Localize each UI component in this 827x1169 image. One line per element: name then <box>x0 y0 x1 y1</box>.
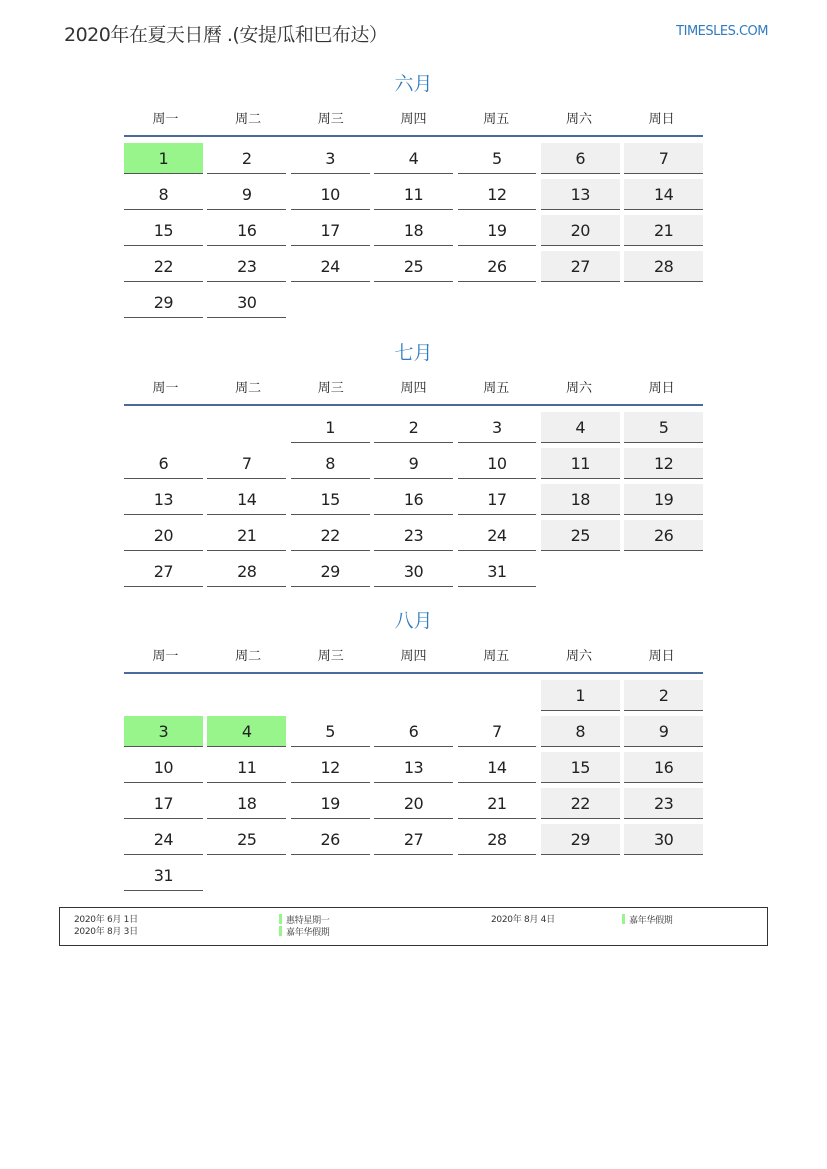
day-cell: 5 <box>458 143 537 174</box>
day-cell: 19 <box>291 788 370 819</box>
day-cell: 4 <box>541 412 620 443</box>
empty-day-cell <box>374 860 453 891</box>
day-cell: 19 <box>458 215 537 246</box>
day-cell: 25 <box>541 520 620 551</box>
legend-holiday-name: 惠特星期一 <box>286 916 330 926</box>
week-row <box>124 752 703 788</box>
day-cell: 21 <box>207 520 286 551</box>
day-cell: 23 <box>374 520 453 551</box>
day-cell: 16 <box>624 752 703 783</box>
empty-day-cell <box>624 556 703 587</box>
day-cell: 9 <box>374 448 453 479</box>
day-cell: 31 <box>124 860 203 891</box>
day-cell: 20 <box>374 788 453 819</box>
day-cell: 2 <box>624 680 703 711</box>
weekday-label: 周二 <box>235 648 262 664</box>
day-cell: 6 <box>124 448 203 479</box>
weekday-label: 周二 <box>235 111 262 127</box>
day-cell: 14 <box>458 752 537 783</box>
week-row <box>124 860 703 896</box>
weekday-label: 周日 <box>648 111 675 127</box>
day-cell: 28 <box>624 251 703 282</box>
week-row <box>124 143 703 179</box>
weekday-label: 周五 <box>483 648 510 664</box>
day-cell: 30 <box>624 824 703 855</box>
day-cell: 24 <box>458 520 537 551</box>
day-cell: 3 <box>458 412 537 443</box>
day-cell: 9 <box>207 179 286 210</box>
day-cell: 14 <box>207 484 286 515</box>
day-cell: 13 <box>374 752 453 783</box>
day-cell: 15 <box>541 752 620 783</box>
week-row <box>124 824 703 860</box>
legend-holiday <box>279 926 330 939</box>
day-cell: 22 <box>291 520 370 551</box>
empty-day-cell <box>374 680 453 711</box>
day-cell: 18 <box>207 788 286 819</box>
holiday-legend <box>59 907 768 946</box>
day-cell: 13 <box>541 179 620 210</box>
month-calendar <box>124 69 703 323</box>
empty-day-cell <box>624 860 703 891</box>
day-cell: 15 <box>124 215 203 246</box>
day-cell: 18 <box>374 215 453 246</box>
day-cell: 27 <box>541 251 620 282</box>
day-cell: 21 <box>458 788 537 819</box>
day-cell: 28 <box>458 824 537 855</box>
day-cell: 13 <box>124 484 203 515</box>
empty-day-cell <box>541 860 620 891</box>
day-cell: 19 <box>624 484 703 515</box>
day-cell: 29 <box>291 556 370 587</box>
day-cell: 30 <box>374 556 453 587</box>
day-cell: 11 <box>207 752 286 783</box>
day-cell: 10 <box>124 752 203 783</box>
day-cell: 25 <box>207 824 286 855</box>
empty-day-cell <box>458 287 537 318</box>
day-cell: 26 <box>291 824 370 855</box>
day-cell: 7 <box>624 143 703 174</box>
day-cell: 3 <box>124 716 203 747</box>
day-cell: 18 <box>541 484 620 515</box>
day-grid <box>124 137 703 323</box>
day-cell: 30 <box>207 287 286 318</box>
day-cell: 8 <box>124 179 203 210</box>
day-cell: 6 <box>374 716 453 747</box>
empty-day-cell <box>124 680 203 711</box>
week-row <box>124 484 703 520</box>
day-cell: 21 <box>624 215 703 246</box>
empty-day-cell <box>207 860 286 891</box>
day-cell: 11 <box>374 179 453 210</box>
month-title: 八月 <box>394 610 433 632</box>
day-cell: 8 <box>541 716 620 747</box>
weekday-label: 周四 <box>400 648 427 664</box>
day-cell: 26 <box>624 520 703 551</box>
day-cell: 31 <box>458 556 537 587</box>
day-cell: 2 <box>374 412 453 443</box>
day-cell: 4 <box>374 143 453 174</box>
weekday-label: 周一 <box>152 111 179 127</box>
empty-day-cell <box>207 412 286 443</box>
day-cell: 16 <box>207 215 286 246</box>
month-calendar <box>124 606 703 896</box>
legend-date: 2020年 8月 3日 <box>74 927 138 937</box>
weekday-header <box>124 99 703 137</box>
weekday-label: 周四 <box>400 380 427 396</box>
week-row <box>124 556 703 592</box>
day-grid <box>124 406 703 592</box>
day-cell: 12 <box>624 448 703 479</box>
day-cell: 16 <box>374 484 453 515</box>
day-cell: 8 <box>291 448 370 479</box>
day-cell: 24 <box>291 251 370 282</box>
day-cell: 10 <box>458 448 537 479</box>
day-cell: 17 <box>124 788 203 819</box>
holiday-color-marker <box>622 914 625 924</box>
empty-day-cell <box>541 556 620 587</box>
day-cell: 28 <box>207 556 286 587</box>
legend-holiday <box>622 914 673 927</box>
empty-day-cell <box>291 860 370 891</box>
day-cell: 7 <box>458 716 537 747</box>
holiday-color-marker <box>279 914 282 924</box>
weekday-label: 周四 <box>400 111 427 127</box>
empty-day-cell <box>541 287 620 318</box>
day-cell: 23 <box>207 251 286 282</box>
weekday-label: 周二 <box>235 380 262 396</box>
weekday-label: 周日 <box>648 648 675 664</box>
day-grid <box>124 674 703 896</box>
empty-day-cell <box>458 860 537 891</box>
legend-holiday-name: 嘉年华假期 <box>286 928 330 938</box>
page-title: 2020年在夏天日曆 .(安提瓜和巴布达） <box>64 24 388 46</box>
legend-date: 2020年 6月 1日 <box>74 915 138 925</box>
day-cell: 4 <box>207 716 286 747</box>
day-cell: 3 <box>291 143 370 174</box>
weekday-label: 周六 <box>565 648 592 664</box>
day-cell: 24 <box>124 824 203 855</box>
day-cell: 1 <box>124 143 203 174</box>
day-cell: 22 <box>541 788 620 819</box>
week-row <box>124 520 703 556</box>
legend-holiday-name: 嘉年华假期 <box>629 916 673 926</box>
day-cell: 5 <box>624 412 703 443</box>
week-row <box>124 788 703 824</box>
week-row <box>124 448 703 484</box>
day-cell: 15 <box>291 484 370 515</box>
week-row <box>124 251 703 287</box>
day-cell: 17 <box>291 215 370 246</box>
day-cell: 11 <box>541 448 620 479</box>
month-title: 六月 <box>394 73 433 95</box>
week-row <box>124 287 703 323</box>
day-cell: 12 <box>458 179 537 210</box>
day-cell: 2 <box>207 143 286 174</box>
empty-day-cell <box>374 287 453 318</box>
day-cell: 5 <box>291 716 370 747</box>
weekday-label: 周一 <box>152 380 179 396</box>
legend-date: 2020年 8月 4日 <box>491 915 555 925</box>
holiday-color-marker <box>279 926 282 936</box>
day-cell: 14 <box>624 179 703 210</box>
weekday-label: 周六 <box>565 111 592 127</box>
day-cell: 12 <box>291 752 370 783</box>
weekday-label: 周三 <box>317 111 344 127</box>
week-row <box>124 179 703 215</box>
day-cell: 29 <box>124 287 203 318</box>
month-calendar <box>124 338 703 592</box>
empty-day-cell <box>291 287 370 318</box>
day-cell: 7 <box>207 448 286 479</box>
day-cell: 27 <box>124 556 203 587</box>
empty-day-cell <box>458 680 537 711</box>
weekday-label: 周日 <box>648 380 675 396</box>
weekday-label: 周三 <box>317 380 344 396</box>
day-cell: 25 <box>374 251 453 282</box>
day-cell: 20 <box>541 215 620 246</box>
day-cell: 27 <box>374 824 453 855</box>
weekday-label: 周五 <box>483 111 510 127</box>
day-cell: 23 <box>624 788 703 819</box>
site-link[interactable]: TIMESLES.COM <box>676 24 768 39</box>
day-cell: 10 <box>291 179 370 210</box>
empty-day-cell <box>624 287 703 318</box>
week-row <box>124 412 703 448</box>
month-title: 七月 <box>394 342 433 364</box>
week-row <box>124 215 703 251</box>
day-cell: 17 <box>458 484 537 515</box>
empty-day-cell <box>124 412 203 443</box>
day-cell: 29 <box>541 824 620 855</box>
weekday-header <box>124 636 703 674</box>
weekday-header <box>124 368 703 406</box>
empty-day-cell <box>207 680 286 711</box>
day-cell: 1 <box>541 680 620 711</box>
day-cell: 22 <box>124 251 203 282</box>
weekday-label: 周三 <box>317 648 344 664</box>
week-row <box>124 680 703 716</box>
day-cell: 1 <box>291 412 370 443</box>
weekday-label: 周一 <box>152 648 179 664</box>
day-cell: 6 <box>541 143 620 174</box>
day-cell: 20 <box>124 520 203 551</box>
day-cell: 9 <box>624 716 703 747</box>
empty-day-cell <box>291 680 370 711</box>
weekday-label: 周五 <box>483 380 510 396</box>
week-row <box>124 716 703 752</box>
weekday-label: 周六 <box>565 380 592 396</box>
day-cell: 26 <box>458 251 537 282</box>
